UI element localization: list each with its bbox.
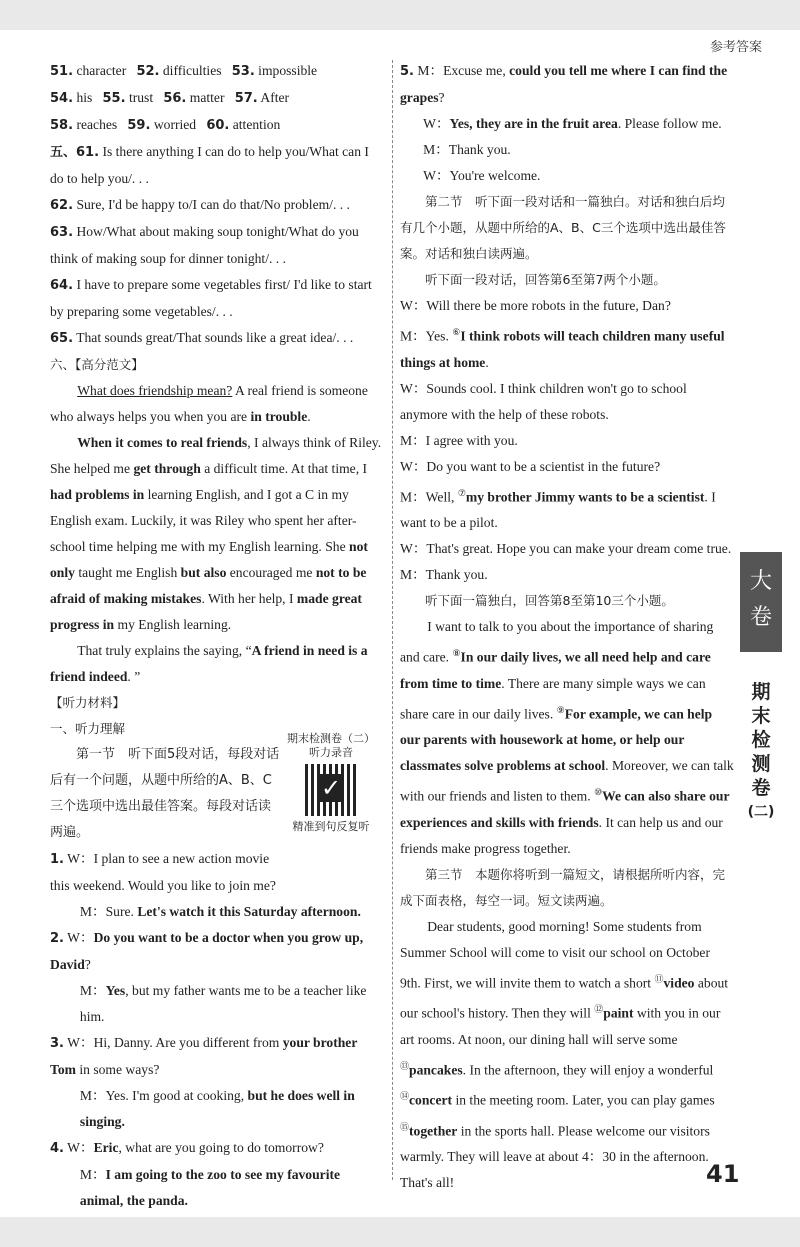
conversation-line: W：That's great. Hope you can make your dream come true. bbox=[400, 541, 732, 557]
dialogue-text: . I want to be a pilot. bbox=[400, 489, 716, 531]
dialogue-text: Hi, Danny. Are you different from bbox=[93, 1035, 283, 1050]
dialogue-5-response bbox=[400, 111, 734, 137]
answer-number: 59. bbox=[127, 118, 151, 133]
dialogue-answer: your brother Tom bbox=[50, 1035, 358, 1077]
answer-text: difficulties bbox=[162, 63, 222, 78]
passage-text: about our school's history. Then they will bbox=[400, 975, 729, 1021]
essay-key-phrase: not only bbox=[50, 539, 368, 580]
conversation-line: W：Do you want to be a scientist in the future? bbox=[400, 458, 661, 474]
answer-text: impossible bbox=[258, 63, 318, 78]
side-title bbox=[744, 680, 778, 824]
answer-65 bbox=[50, 325, 384, 352]
essay-text: , I always think of Riley. She helped me bbox=[50, 435, 382, 476]
answer-number: 51. bbox=[50, 64, 74, 79]
passage-text: in the meeting room. Later, you can play games bbox=[452, 1092, 715, 1108]
answer-marker: ⑥ bbox=[452, 327, 461, 337]
essay-paragraph-3 bbox=[50, 638, 384, 690]
dialogue-5 bbox=[400, 58, 734, 111]
page-number: 41 bbox=[706, 1160, 740, 1188]
answer-number: 五、61. bbox=[50, 145, 100, 160]
question-number: 5. bbox=[400, 64, 414, 79]
dialogue-text: in some ways? bbox=[75, 1062, 160, 1077]
essay-text: learning English, and I got a C in my English exam. Luckily, it was Riley who spent her after-school time helping me with my English learning. She bbox=[50, 487, 357, 554]
dialogue-answer: my brother Jimmy wants to be a scientist bbox=[465, 489, 705, 505]
dialogue-1-response bbox=[50, 899, 384, 925]
answer-marker: ⑧ bbox=[452, 648, 461, 659]
passage-answer: pancakes bbox=[409, 1062, 463, 1078]
dialogue-text: Excuse me, bbox=[443, 63, 510, 78]
answer-text: trust bbox=[128, 90, 154, 105]
side-tab bbox=[740, 552, 782, 652]
qr-caption: 精准到句反复听 bbox=[292, 820, 370, 833]
essay-key-phrase: made great progress in bbox=[50, 591, 362, 632]
answer-number: 53. bbox=[231, 64, 255, 79]
question-number: 1. bbox=[50, 852, 64, 867]
qr-code-icon[interactable] bbox=[305, 764, 357, 816]
conversation-line: W：Will there be more robots in the future, Dan? bbox=[400, 298, 671, 313]
column-divider bbox=[392, 60, 393, 1180]
answer-row-54-57 bbox=[50, 85, 384, 112]
passage-text: Dear students, good morning! Some students from Summer School will come to visit our school on October 9th. First, we will invite them to watch a short bbox=[400, 918, 710, 991]
top-scan-margin bbox=[0, 0, 800, 30]
conversation-line: W：Sounds cool. I think children won't go to school anymore with the help of these robots. bbox=[400, 380, 687, 422]
dialogue-answer: I am going to the zoo to see my favourite animal, the panda. bbox=[79, 1167, 341, 1208]
essay-key-phrase: but also bbox=[180, 565, 227, 580]
side-title-char: 期 bbox=[751, 681, 771, 703]
dialogue-answer: could you tell me where I can find the grapes bbox=[400, 63, 728, 105]
left-column bbox=[50, 58, 384, 1214]
monologue-answer: We can also share our experiences and skills with friends bbox=[400, 788, 730, 830]
speaker-label: M： bbox=[79, 1088, 106, 1103]
dialogue-4-response bbox=[50, 1162, 384, 1214]
essay-text: A real friend is someone who always helps you when you are bbox=[50, 383, 368, 424]
dialogue-text: . bbox=[485, 354, 489, 370]
listening-heading: 【听力材料】 bbox=[50, 695, 126, 710]
dialogue-text: M：Yes. bbox=[400, 328, 453, 344]
header-label: 参考答案 bbox=[709, 40, 762, 55]
speaker-label: M： bbox=[79, 904, 106, 919]
speaker-label: M： bbox=[417, 63, 444, 78]
answer-number: 55. bbox=[102, 91, 126, 106]
dialogue-text: ? bbox=[438, 90, 445, 105]
monologue-text: . Moreover, we can talk with our friends and listen to them. bbox=[400, 758, 734, 804]
dialogue-2-response bbox=[50, 978, 384, 1030]
answer-number: 52. bbox=[136, 64, 160, 79]
section-1-instructions: 第一节 听下面5段对话，每段对话后有一个问题，从题中所给的A、B、C三个选项中选出最佳答案。每段对话读两遍。 bbox=[50, 747, 280, 840]
answer-number: 62. bbox=[50, 198, 74, 213]
passage bbox=[400, 914, 734, 1197]
dialogue-answer: Yes, they are in the fruit area bbox=[449, 116, 618, 131]
part-1-heading: 一、听力理解 bbox=[50, 721, 126, 736]
answer-row-58-60 bbox=[50, 112, 384, 139]
answer-64 bbox=[50, 272, 384, 325]
dialogue-text: , what are you going to do tomorrow? bbox=[118, 1140, 324, 1155]
speaker-label: W： bbox=[423, 116, 450, 131]
monologue bbox=[400, 614, 734, 862]
answer-text: Is there anything I can do to help you/What can I do to help you/. . . bbox=[50, 144, 369, 186]
answer-text: attention bbox=[232, 117, 281, 132]
question-number: 4. bbox=[50, 1141, 64, 1156]
answer-63 bbox=[50, 219, 384, 272]
dialogue-text: Sure. bbox=[105, 904, 138, 919]
side-tab-big: 大 bbox=[749, 569, 772, 594]
dialogue-5-line-3: M：Thank you. bbox=[423, 142, 511, 157]
conversation-line: M：I agree with you. bbox=[400, 432, 518, 448]
qr-title: 期末检测卷（二） bbox=[287, 732, 375, 745]
side-title-char: (二) bbox=[747, 804, 775, 820]
dialogue-text: Yes. I'm good at cooking, bbox=[105, 1088, 248, 1103]
passage-answer: together bbox=[409, 1123, 458, 1139]
dialogue-5-line-4: W：You're welcome. bbox=[423, 168, 541, 183]
dialogue-4 bbox=[50, 1135, 384, 1162]
answer-marker: ⑭ bbox=[400, 1091, 410, 1102]
dialogue-text: ? bbox=[84, 957, 91, 972]
question-number: 2. bbox=[50, 931, 64, 946]
essay-topic-question: What does friendship mean? bbox=[77, 383, 233, 398]
dialogue-3-response bbox=[50, 1083, 384, 1135]
answer-text: reaches bbox=[76, 117, 118, 132]
answer-row-51-53 bbox=[50, 58, 384, 85]
speaker-label: W： bbox=[67, 930, 94, 945]
dialogue-text: , but my father wants me to be a teacher like him. bbox=[79, 983, 367, 1024]
answer-marker: ⑨ bbox=[556, 704, 565, 715]
answer-number: 57. bbox=[234, 91, 258, 106]
dialogue-text: I plan to see a new action movie this weekend. Would you like to join me? bbox=[50, 851, 276, 893]
answer-text: That sounds great/That sounds like a great idea/. . . bbox=[76, 330, 354, 345]
passage-answer: concert bbox=[409, 1092, 453, 1108]
essay-key-phrase: had problems in bbox=[50, 487, 145, 502]
conversation-line bbox=[400, 480, 734, 537]
answer-text: character bbox=[76, 63, 127, 78]
question-number: 3. bbox=[50, 1036, 64, 1051]
side-title-char: 测 bbox=[751, 753, 771, 775]
answer-number: 64. bbox=[50, 278, 74, 293]
side-title-char: 卷 bbox=[751, 777, 771, 799]
bottom-scan-margin bbox=[0, 1217, 800, 1247]
answer-text: worried bbox=[153, 117, 197, 132]
answer-marker: ⑬ bbox=[400, 1060, 410, 1071]
answer-text: his bbox=[76, 90, 93, 105]
essay-key-phrase: A friend in need is a friend indeed bbox=[50, 643, 368, 684]
dialogue-3 bbox=[50, 1030, 384, 1083]
side-tab-small: 卷 bbox=[749, 605, 772, 630]
dialogue-text: M：Well, bbox=[400, 489, 458, 505]
dialogue-text: . Please follow me. bbox=[617, 116, 722, 131]
essay-text: . ” bbox=[127, 669, 141, 684]
speaker-label: M： bbox=[79, 1167, 106, 1182]
dialogue-answer: Let's watch it this Saturday afternoon. bbox=[137, 904, 361, 919]
answer-marker: ⑮ bbox=[400, 1121, 410, 1132]
speaker-label: M： bbox=[79, 983, 106, 998]
right-column bbox=[400, 58, 734, 1196]
answer-marker: ⑫ bbox=[594, 1004, 604, 1015]
dialogue-1 bbox=[50, 846, 282, 899]
answer-number: 65. bbox=[50, 331, 74, 346]
essay-text: taught me English bbox=[74, 565, 181, 580]
side-title-char: 末 bbox=[751, 705, 771, 727]
answer-text: After bbox=[260, 90, 290, 105]
answer-62 bbox=[50, 192, 384, 219]
essay-text: a difficult time. At that time, I bbox=[200, 461, 368, 476]
speaker-label: W： bbox=[67, 851, 94, 866]
essay-key-phrase: in trouble bbox=[250, 409, 308, 424]
section-3-instructions: 第三节 本题你将听到一篇短文，请根据所听内容，完成下面表格，每空一词。短文读两遍。 bbox=[400, 866, 726, 908]
section-2-dialogue-note: 听下面一段对话，回答第6至第7两个小题。 bbox=[425, 272, 666, 287]
monologue-text: I want to talk to you about the importance of sharing and care. bbox=[400, 619, 714, 665]
monologue-text: . It can help us and our friends make progress together. bbox=[400, 814, 723, 856]
answer-marker: ⑪ bbox=[654, 973, 664, 984]
essay-text: . With her help, I bbox=[201, 591, 297, 606]
answer-marker: ⑩ bbox=[594, 787, 603, 798]
essay-key-phrase: get through bbox=[133, 461, 201, 476]
essay-paragraph-1: What does friendship mean? A real friend is someone who always helps you when you are in trouble. bbox=[50, 383, 368, 424]
answer-number: 56. bbox=[163, 91, 187, 106]
answer-text: How/What about making soup tonight/What do you think of making soup for dinner tonight/. . . bbox=[50, 224, 359, 266]
answer-text: I have to prepare some vegetables first/ I'd like to start by preparing some vegetables/. . . bbox=[50, 277, 372, 319]
answer-number: 58. bbox=[50, 118, 74, 133]
passage-text: with you in our art rooms. At noon, our dining hall will serve some bbox=[400, 1005, 721, 1047]
conversation-line: M：Thank you. bbox=[400, 567, 488, 583]
passage-answer: paint bbox=[603, 1005, 634, 1021]
answer-marker: ⑦ bbox=[457, 487, 466, 498]
monologue-answer: In our daily lives, we all need help and care from time to time bbox=[400, 649, 711, 691]
passage-text: . In the afternoon, they will enjoy a wonderful bbox=[462, 1062, 714, 1078]
side-title-char: 检 bbox=[751, 729, 771, 751]
dialogue-2 bbox=[50, 925, 384, 978]
dialogue-answer: but he does well in singing. bbox=[79, 1088, 355, 1129]
answer-number: 60. bbox=[206, 118, 230, 133]
essay-key-phrase: not to be afraid of making mistakes bbox=[50, 565, 367, 606]
speaker-label: W： bbox=[67, 1035, 94, 1050]
section-2-monologue-note: 听下面一篇独白，回答第8至第10三个小题。 bbox=[425, 593, 674, 609]
answer-text: Sure, I'd be happy to/I can do that/No problem/. . . bbox=[76, 197, 350, 212]
passage-answer: video bbox=[663, 975, 695, 991]
answer-text: matter bbox=[189, 90, 225, 105]
section-2-instructions: 第二节 听下面一段对话和一篇独白。对话和独白后均有几个小题，从题中所给的A、B、C三个选项中选出最佳答案。对话和独白读两遍。 bbox=[400, 194, 726, 261]
dialogue-answer: I think robots will teach children many useful things at home bbox=[400, 328, 725, 370]
essay-text: encouraged me bbox=[226, 565, 316, 580]
conversation-line bbox=[400, 319, 734, 376]
monologue-answer: For example, we can help our parents with housework at home, or help our classmates solve problems at school bbox=[400, 706, 713, 774]
audio-qr-block[interactable] bbox=[286, 732, 376, 834]
essay-text: my English learning. bbox=[114, 617, 232, 632]
dialogue-answer: Eric bbox=[93, 1140, 119, 1155]
dialogue-answer: Yes bbox=[105, 983, 126, 998]
dialogue-answer: Do you want to be a doctor when you grow up, David bbox=[50, 930, 364, 972]
passage-text: in the sports hall. Please welcome our visitors warmly. They will leave at about 4：30 in the afternoon. That's all! bbox=[400, 1123, 710, 1191]
essay-text: That truly explains the saying, “ bbox=[77, 643, 252, 658]
essay-key-phrase: When it comes to real friends bbox=[77, 435, 248, 450]
speaker-label: W： bbox=[67, 1140, 94, 1155]
essay-paragraph-2 bbox=[50, 430, 384, 638]
answer-number: 63. bbox=[50, 225, 74, 240]
qr-subtitle: 听力录音 bbox=[309, 746, 353, 759]
essay-heading: 六、【高分范文】 bbox=[50, 357, 144, 372]
answer-61 bbox=[50, 139, 384, 192]
answer-number: 54. bbox=[50, 91, 74, 106]
monologue-text: . There are many simple ways we can share care in our daily lives. bbox=[400, 675, 706, 722]
